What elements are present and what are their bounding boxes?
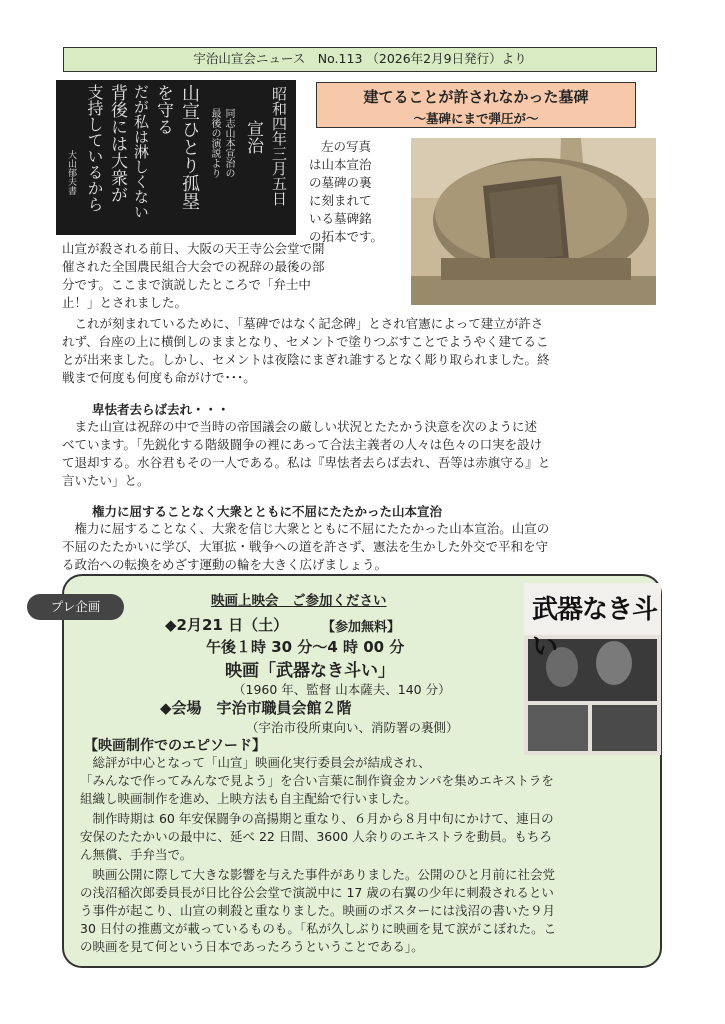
- rubbing-col-4: 最後の演説より: [209, 108, 220, 178]
- event-admission: 【参加無料】: [322, 620, 401, 635]
- rubbing-col-8: 背後には大衆が: [107, 84, 127, 203]
- photo-caption-line: の墓碑の裏: [309, 175, 372, 190]
- photo-caption-line: いる墓碑銘: [309, 211, 372, 226]
- episode-text-line: 映画公開に際して大きな影響を与えた事件がありました。公開のひと月前に社会党: [80, 867, 556, 882]
- pre-event-tab: [27, 594, 124, 620]
- episode-text-line: の浅沼稲次郎委員長が日比谷公会堂で演説中に 17 歳の右翼の少年に刺殺されるとい: [80, 885, 554, 900]
- body-text-line: 山宣が殺される前日、大阪の天王寺公会堂で開: [62, 241, 325, 256]
- episode-text-line: う事件が起こり、山宣の刺殺と重なりました。映画のポスターには浅沼の書いた９月: [80, 903, 556, 918]
- rubbing-col-1: 昭和四年三月五日: [270, 86, 288, 206]
- body-text-line: 不屈のたたかいに学び、大軍拡・戦争への道を許さず、憲法を生かした外交で平和を守: [62, 539, 549, 554]
- film-poster-image: [524, 583, 661, 755]
- body-text-line: 止！」とされました。: [62, 295, 188, 310]
- rubbing-col-5: 山宣ひとり孤塁: [179, 84, 200, 210]
- gravestone-photo: [411, 138, 656, 305]
- body-text-line: 催された全国農民組合大会での祝辞の最後の部: [62, 259, 325, 274]
- photo-caption-line: は山本宣治: [309, 157, 372, 172]
- event-headline: 映画上映会 ご参加ください: [211, 593, 387, 609]
- episode-text-line: ん無償、手弁当で。: [80, 847, 193, 862]
- poster-title: 武器なき斗い: [532, 595, 658, 662]
- rubbing-col-7: だが私は淋しくない: [132, 84, 150, 219]
- rubbing-col-9: 支持しているから: [85, 84, 104, 212]
- event-time: 午後１時 30 分～4 時 00 分: [206, 638, 405, 656]
- section-heading: 権力に屈することなく大衆とともに不屈にたたかった山本宣治: [92, 504, 443, 519]
- venue-note: （宇治市役所東向い、消防署の裏側）: [246, 720, 459, 735]
- episode-text-line: の映画を見て何という日本であったろうということである」。: [80, 939, 424, 954]
- newsletter-header: [63, 47, 657, 72]
- body-text-line: とが出来ました。しかし、セメントは夜陰にまぎれ誰するとなく彫り取られました。終: [62, 352, 550, 367]
- photo-caption-line: 左の写真: [321, 139, 372, 154]
- pre-event-label: プレ企画: [50, 599, 101, 614]
- body-text-line: また山宣は祝辞の中で当時の帝国議会の厳しい状況とたたかう決意を次のように述: [62, 419, 538, 434]
- rubbing-col-6: を守る: [153, 84, 173, 135]
- body-text-line: これが刻まれているために、「墓碑ではなく記念碑」とされ官憲によって建立が許さ: [62, 316, 544, 331]
- event-date: ◆2月21 日（土）: [165, 616, 289, 634]
- rubbing-col-2: 宣治: [243, 120, 263, 154]
- photo-caption-line: に刻まれて: [309, 193, 372, 208]
- body-text-line: べています。「先鋭化する階級闘争の裡にあって合法主義者の人々は色々の口実を設け: [62, 437, 543, 452]
- episode-text-line: 総評が中心となって「山宣」映画化実行委員会が結成され、: [80, 755, 431, 770]
- episode-text-line: 組織し映画制作を進め、上映方法も自主配給で行いました。: [80, 791, 418, 806]
- episode-text-line: 「みんなで作ってみんなで見よう」を合い言葉に制作資金カンパを集めエキストラを: [80, 773, 554, 788]
- body-text-line: る政治への転換をめざす運動の輪を大きく広げましょう。: [62, 557, 388, 572]
- article-subtitle: ～墓碑にまで弾圧が～: [413, 111, 539, 126]
- episode-heading: 【映画制作でのエピソード】: [84, 738, 266, 754]
- film-info: （1960 年、監督 山本薩夫、140 分）: [233, 682, 451, 697]
- header-text: 宇治山宣会ニュース No.113 （2026年2月9日発行）より: [193, 51, 527, 66]
- inscription-rubbing-image: [56, 80, 296, 235]
- body-text-line: 戦まで何度も何度も命がけで･･･。: [62, 370, 256, 385]
- episode-text-line: 安保のたたかいの最中に、延べ 22 日間、3600 人余りのエキストラを動員。もちろ: [80, 829, 552, 844]
- rubbing-col-3: 同志山本宣治の: [223, 108, 234, 178]
- section-heading: 卑怯者去らば去れ・・・: [92, 402, 230, 417]
- body-text-line: れず、台座の上に横倒しのままとなり、セメントで塗りつぶすことでようやく建てるこ: [62, 334, 549, 349]
- body-text-line: 言いたい」と。: [62, 473, 150, 488]
- article-title-box: [316, 82, 636, 128]
- body-text-line: 権力に屈することなく、大衆を信じ大衆とともに不屈にたたかった山本宣治。山宣の: [62, 521, 550, 536]
- episode-text-line: 30 日付の推薦文が載っているものも。「私が久しぶりに映画を見て涙がこぼれた。こ: [80, 921, 557, 936]
- body-text-line: 分です。ここまで演説したところで「弁士中: [62, 277, 311, 292]
- episode-text-line: 制作時期は 60 年安保闘争の高揚期と重なり、６月から８月中旬にかけて、連日の: [80, 811, 554, 826]
- article-title: 建てることが許されなかった墓碑: [363, 88, 589, 106]
- body-text-line: て退却する。水谷君もその一人である。私は『卑怯者去らば去れ、吾等は赤旗守る』と: [62, 455, 551, 470]
- film-title: 映画「武器なき斗い」: [225, 661, 395, 681]
- photo-caption-line: の拓本です。: [309, 229, 384, 244]
- event-venue: ◆会場 宇治市職員会館２階: [160, 699, 352, 717]
- rubbing-col-10: 大山郁夫書: [66, 150, 76, 195]
